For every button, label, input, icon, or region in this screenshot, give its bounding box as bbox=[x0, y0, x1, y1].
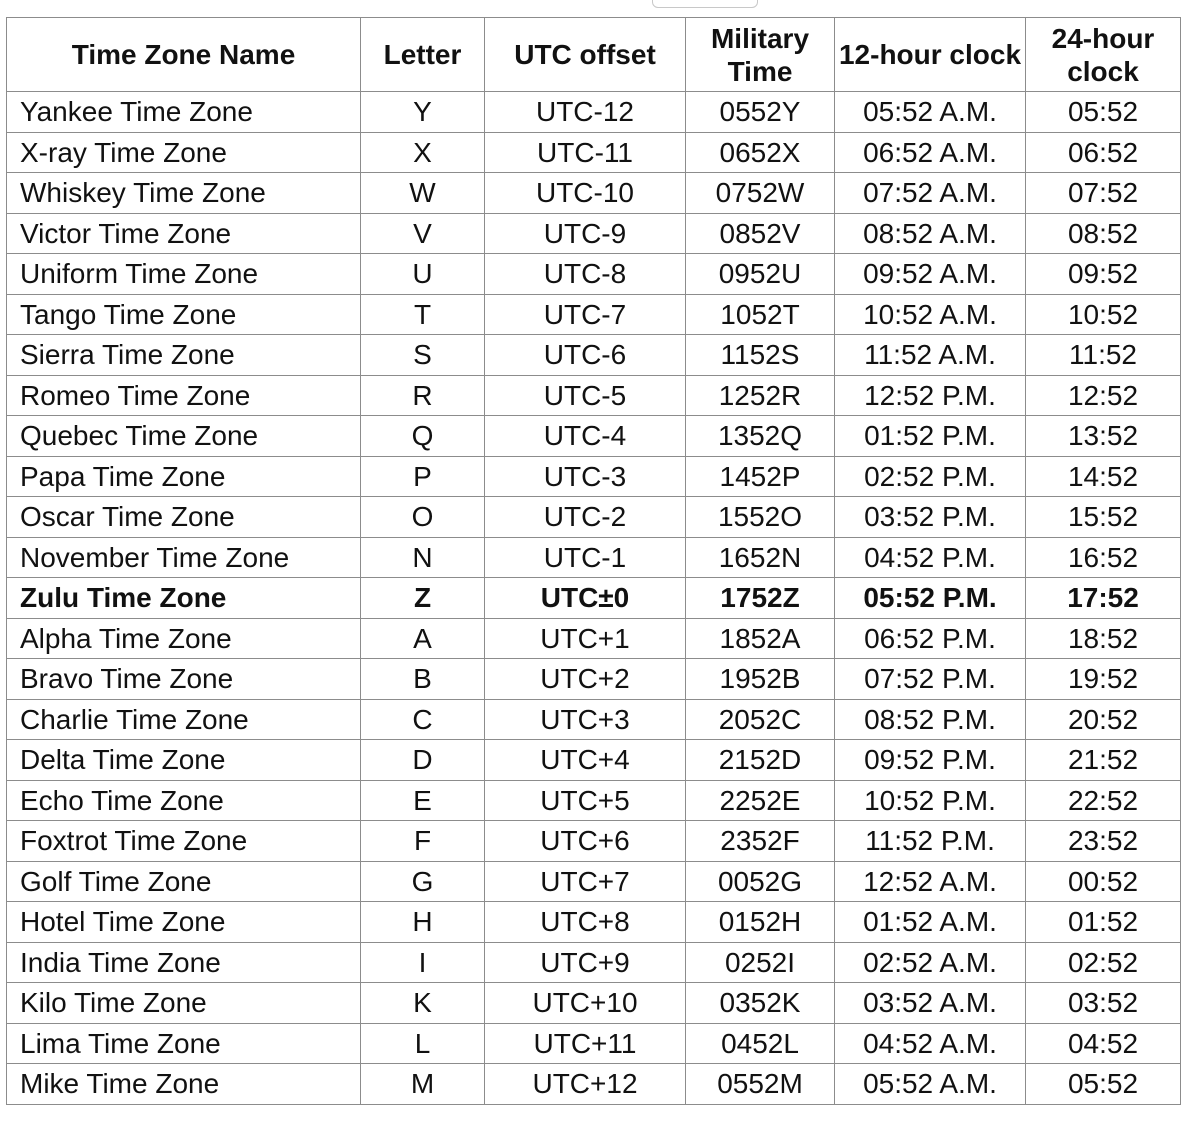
cell-letter: I bbox=[361, 942, 485, 983]
cell-utc-offset: UTC-4 bbox=[485, 416, 686, 457]
cell-letter: R bbox=[361, 375, 485, 416]
cell-12-hour-clock: 03:52 A.M. bbox=[835, 983, 1026, 1024]
cell-time-zone-name: Golf Time Zone bbox=[7, 861, 361, 902]
cell-time-zone-name: Yankee Time Zone bbox=[7, 92, 361, 133]
cell-military-time: 0952U bbox=[686, 254, 835, 295]
cell-24-hour-clock: 21:52 bbox=[1026, 740, 1181, 781]
cell-12-hour-clock: 05:52 A.M. bbox=[835, 92, 1026, 133]
table-row bbox=[7, 375, 1181, 416]
cell-24-hour-clock: 04:52 bbox=[1026, 1023, 1181, 1064]
cell-utc-offset: UTC-7 bbox=[485, 294, 686, 335]
table-row bbox=[7, 942, 1181, 983]
cell-utc-offset: UTC-2 bbox=[485, 497, 686, 538]
cell-utc-offset: UTC+7 bbox=[485, 861, 686, 902]
cell-letter: T bbox=[361, 294, 485, 335]
military-time-zones-table bbox=[6, 17, 1181, 1105]
cell-12-hour-clock: 07:52 P.M. bbox=[835, 659, 1026, 700]
cell-time-zone-name: Victor Time Zone bbox=[7, 213, 361, 254]
cell-military-time: 0752W bbox=[686, 173, 835, 214]
cell-time-zone-name: Uniform Time Zone bbox=[7, 254, 361, 295]
cell-letter: Z bbox=[361, 578, 485, 619]
cell-time-zone-name: Charlie Time Zone bbox=[7, 699, 361, 740]
cell-12-hour-clock: 02:52 A.M. bbox=[835, 942, 1026, 983]
cell-12-hour-clock: 11:52 P.M. bbox=[835, 821, 1026, 862]
cell-12-hour-clock: 04:52 P.M. bbox=[835, 537, 1026, 578]
cell-24-hour-clock: 02:52 bbox=[1026, 942, 1181, 983]
cell-time-zone-name: Alpha Time Zone bbox=[7, 618, 361, 659]
table-row bbox=[7, 861, 1181, 902]
cell-military-time: 2152D bbox=[686, 740, 835, 781]
cell-military-time: 0252I bbox=[686, 942, 835, 983]
table-row bbox=[7, 699, 1181, 740]
cell-24-hour-clock: 07:52 bbox=[1026, 173, 1181, 214]
cell-time-zone-name: Bravo Time Zone bbox=[7, 659, 361, 700]
cell-utc-offset: UTC+3 bbox=[485, 699, 686, 740]
cell-time-zone-name: Whiskey Time Zone bbox=[7, 173, 361, 214]
cell-time-zone-name: Lima Time Zone bbox=[7, 1023, 361, 1064]
cell-24-hour-clock: 14:52 bbox=[1026, 456, 1181, 497]
cell-12-hour-clock: 04:52 A.M. bbox=[835, 1023, 1026, 1064]
cell-military-time: 1352Q bbox=[686, 416, 835, 457]
table-row bbox=[7, 537, 1181, 578]
cell-military-time: 0552M bbox=[686, 1064, 835, 1105]
cell-military-time: 0852V bbox=[686, 213, 835, 254]
cell-24-hour-clock: 19:52 bbox=[1026, 659, 1181, 700]
cell-utc-offset: UTC-1 bbox=[485, 537, 686, 578]
cell-military-time: 1152S bbox=[686, 335, 835, 376]
cell-military-time: 1652N bbox=[686, 537, 835, 578]
cell-military-time: 1052T bbox=[686, 294, 835, 335]
cell-military-time: 0152H bbox=[686, 902, 835, 943]
cell-utc-offset: UTC-9 bbox=[485, 213, 686, 254]
table-row bbox=[7, 740, 1181, 781]
cell-utc-offset: UTC+9 bbox=[485, 942, 686, 983]
table-row bbox=[7, 1023, 1181, 1064]
cell-letter: B bbox=[361, 659, 485, 700]
cell-24-hour-clock: 08:52 bbox=[1026, 213, 1181, 254]
cell-military-time: 2252E bbox=[686, 780, 835, 821]
cell-time-zone-name: Hotel Time Zone bbox=[7, 902, 361, 943]
cell-12-hour-clock: 10:52 A.M. bbox=[835, 294, 1026, 335]
cell-24-hour-clock: 09:52 bbox=[1026, 254, 1181, 295]
top-tab-handle[interactable] bbox=[652, 0, 758, 8]
cell-12-hour-clock: 01:52 A.M. bbox=[835, 902, 1026, 943]
cell-letter: S bbox=[361, 335, 485, 376]
table-row bbox=[7, 335, 1181, 376]
cell-time-zone-name: November Time Zone bbox=[7, 537, 361, 578]
cell-24-hour-clock: 06:52 bbox=[1026, 132, 1181, 173]
cell-24-hour-clock: 03:52 bbox=[1026, 983, 1181, 1024]
table-row bbox=[7, 780, 1181, 821]
cell-utc-offset: UTC+10 bbox=[485, 983, 686, 1024]
cell-military-time: 2052C bbox=[686, 699, 835, 740]
cell-24-hour-clock: 15:52 bbox=[1026, 497, 1181, 538]
cell-utc-offset: UTC+2 bbox=[485, 659, 686, 700]
header-time-zone-name: Time Zone Name bbox=[7, 18, 361, 92]
cell-24-hour-clock: 12:52 bbox=[1026, 375, 1181, 416]
cell-time-zone-name: Tango Time Zone bbox=[7, 294, 361, 335]
header-utc-offset: UTC offset bbox=[485, 18, 686, 92]
cell-time-zone-name: Zulu Time Zone bbox=[7, 578, 361, 619]
cell-utc-offset: UTC-11 bbox=[485, 132, 686, 173]
cell-utc-offset: UTC-12 bbox=[485, 92, 686, 133]
cell-military-time: 1552O bbox=[686, 497, 835, 538]
cell-24-hour-clock: 13:52 bbox=[1026, 416, 1181, 457]
cell-letter: V bbox=[361, 213, 485, 254]
cell-time-zone-name: Kilo Time Zone bbox=[7, 983, 361, 1024]
table-row bbox=[7, 294, 1181, 335]
cell-military-time: 0352K bbox=[686, 983, 835, 1024]
header-letter: Letter bbox=[361, 18, 485, 92]
cell-utc-offset: UTC+8 bbox=[485, 902, 686, 943]
table-body bbox=[7, 92, 1181, 1105]
table-row bbox=[7, 659, 1181, 700]
table-header bbox=[7, 18, 1181, 92]
header-row bbox=[7, 18, 1181, 92]
cell-utc-offset: UTC-3 bbox=[485, 456, 686, 497]
cell-letter: K bbox=[361, 983, 485, 1024]
cell-24-hour-clock: 22:52 bbox=[1026, 780, 1181, 821]
table-row bbox=[7, 497, 1181, 538]
cell-12-hour-clock: 02:52 P.M. bbox=[835, 456, 1026, 497]
cell-time-zone-name: Foxtrot Time Zone bbox=[7, 821, 361, 862]
cell-utc-offset: UTC+11 bbox=[485, 1023, 686, 1064]
cell-letter: W bbox=[361, 173, 485, 214]
table-row bbox=[7, 578, 1181, 619]
table-row bbox=[7, 821, 1181, 862]
cell-time-zone-name: Echo Time Zone bbox=[7, 780, 361, 821]
table-row bbox=[7, 132, 1181, 173]
cell-letter: C bbox=[361, 699, 485, 740]
cell-utc-offset: UTC+12 bbox=[485, 1064, 686, 1105]
cell-24-hour-clock: 17:52 bbox=[1026, 578, 1181, 619]
cell-letter: F bbox=[361, 821, 485, 862]
cell-utc-offset: UTC±0 bbox=[485, 578, 686, 619]
cell-letter: M bbox=[361, 1064, 485, 1105]
cell-utc-offset: UTC+6 bbox=[485, 821, 686, 862]
cell-letter: G bbox=[361, 861, 485, 902]
cell-12-hour-clock: 10:52 P.M. bbox=[835, 780, 1026, 821]
table-row bbox=[7, 618, 1181, 659]
header-12-hour-clock: 12-hour clock bbox=[835, 18, 1026, 92]
cell-24-hour-clock: 05:52 bbox=[1026, 1064, 1181, 1105]
cell-12-hour-clock: 03:52 P.M. bbox=[835, 497, 1026, 538]
cell-time-zone-name: Papa Time Zone bbox=[7, 456, 361, 497]
cell-letter: X bbox=[361, 132, 485, 173]
table-row bbox=[7, 983, 1181, 1024]
cell-12-hour-clock: 09:52 A.M. bbox=[835, 254, 1026, 295]
cell-letter: H bbox=[361, 902, 485, 943]
cell-12-hour-clock: 06:52 A.M. bbox=[835, 132, 1026, 173]
cell-utc-offset: UTC+1 bbox=[485, 618, 686, 659]
cell-letter: A bbox=[361, 618, 485, 659]
table-row bbox=[7, 254, 1181, 295]
table-row bbox=[7, 92, 1181, 133]
cell-time-zone-name: X-ray Time Zone bbox=[7, 132, 361, 173]
cell-12-hour-clock: 06:52 P.M. bbox=[835, 618, 1026, 659]
cell-utc-offset: UTC-10 bbox=[485, 173, 686, 214]
cell-military-time: 1852A bbox=[686, 618, 835, 659]
cell-12-hour-clock: 11:52 A.M. bbox=[835, 335, 1026, 376]
cell-12-hour-clock: 08:52 A.M. bbox=[835, 213, 1026, 254]
table-row bbox=[7, 456, 1181, 497]
cell-24-hour-clock: 10:52 bbox=[1026, 294, 1181, 335]
cell-24-hour-clock: 16:52 bbox=[1026, 537, 1181, 578]
cell-letter: L bbox=[361, 1023, 485, 1064]
cell-military-time: 1752Z bbox=[686, 578, 835, 619]
table-row bbox=[7, 173, 1181, 214]
cell-time-zone-name: Oscar Time Zone bbox=[7, 497, 361, 538]
cell-letter: Q bbox=[361, 416, 485, 457]
cell-military-time: 1452P bbox=[686, 456, 835, 497]
cell-time-zone-name: Quebec Time Zone bbox=[7, 416, 361, 457]
cell-time-zone-name: Mike Time Zone bbox=[7, 1064, 361, 1105]
cell-24-hour-clock: 23:52 bbox=[1026, 821, 1181, 862]
cell-letter: E bbox=[361, 780, 485, 821]
cell-24-hour-clock: 05:52 bbox=[1026, 92, 1181, 133]
cell-military-time: 2352F bbox=[686, 821, 835, 862]
header-military-time: Military Time bbox=[686, 18, 835, 92]
table-row bbox=[7, 213, 1181, 254]
table-row bbox=[7, 902, 1181, 943]
cell-24-hour-clock: 20:52 bbox=[1026, 699, 1181, 740]
cell-military-time: 1952B bbox=[686, 659, 835, 700]
cell-military-time: 1252R bbox=[686, 375, 835, 416]
cell-time-zone-name: Romeo Time Zone bbox=[7, 375, 361, 416]
cell-military-time: 0452L bbox=[686, 1023, 835, 1064]
cell-military-time: 0652X bbox=[686, 132, 835, 173]
cell-24-hour-clock: 18:52 bbox=[1026, 618, 1181, 659]
cell-12-hour-clock: 08:52 P.M. bbox=[835, 699, 1026, 740]
cell-letter: P bbox=[361, 456, 485, 497]
cell-time-zone-name: Delta Time Zone bbox=[7, 740, 361, 781]
cell-utc-offset: UTC-8 bbox=[485, 254, 686, 295]
cell-12-hour-clock: 05:52 A.M. bbox=[835, 1064, 1026, 1105]
cell-utc-offset: UTC+5 bbox=[485, 780, 686, 821]
cell-12-hour-clock: 09:52 P.M. bbox=[835, 740, 1026, 781]
cell-12-hour-clock: 07:52 A.M. bbox=[835, 173, 1026, 214]
cell-24-hour-clock: 00:52 bbox=[1026, 861, 1181, 902]
table-row bbox=[7, 416, 1181, 457]
header-24-hour-clock: 24-hour clock bbox=[1026, 18, 1181, 92]
table-row bbox=[7, 1064, 1181, 1105]
cell-utc-offset: UTC+4 bbox=[485, 740, 686, 781]
cell-utc-offset: UTC-6 bbox=[485, 335, 686, 376]
cell-letter: Y bbox=[361, 92, 485, 133]
cell-military-time: 0052G bbox=[686, 861, 835, 902]
cell-12-hour-clock: 01:52 P.M. bbox=[835, 416, 1026, 457]
cell-12-hour-clock: 12:52 P.M. bbox=[835, 375, 1026, 416]
cell-military-time: 0552Y bbox=[686, 92, 835, 133]
cell-time-zone-name: Sierra Time Zone bbox=[7, 335, 361, 376]
cell-letter: O bbox=[361, 497, 485, 538]
cell-letter: D bbox=[361, 740, 485, 781]
cell-12-hour-clock: 05:52 P.M. bbox=[835, 578, 1026, 619]
cell-24-hour-clock: 01:52 bbox=[1026, 902, 1181, 943]
cell-24-hour-clock: 11:52 bbox=[1026, 335, 1181, 376]
cell-utc-offset: UTC-5 bbox=[485, 375, 686, 416]
cell-letter: U bbox=[361, 254, 485, 295]
cell-time-zone-name: India Time Zone bbox=[7, 942, 361, 983]
cell-12-hour-clock: 12:52 A.M. bbox=[835, 861, 1026, 902]
cell-letter: N bbox=[361, 537, 485, 578]
